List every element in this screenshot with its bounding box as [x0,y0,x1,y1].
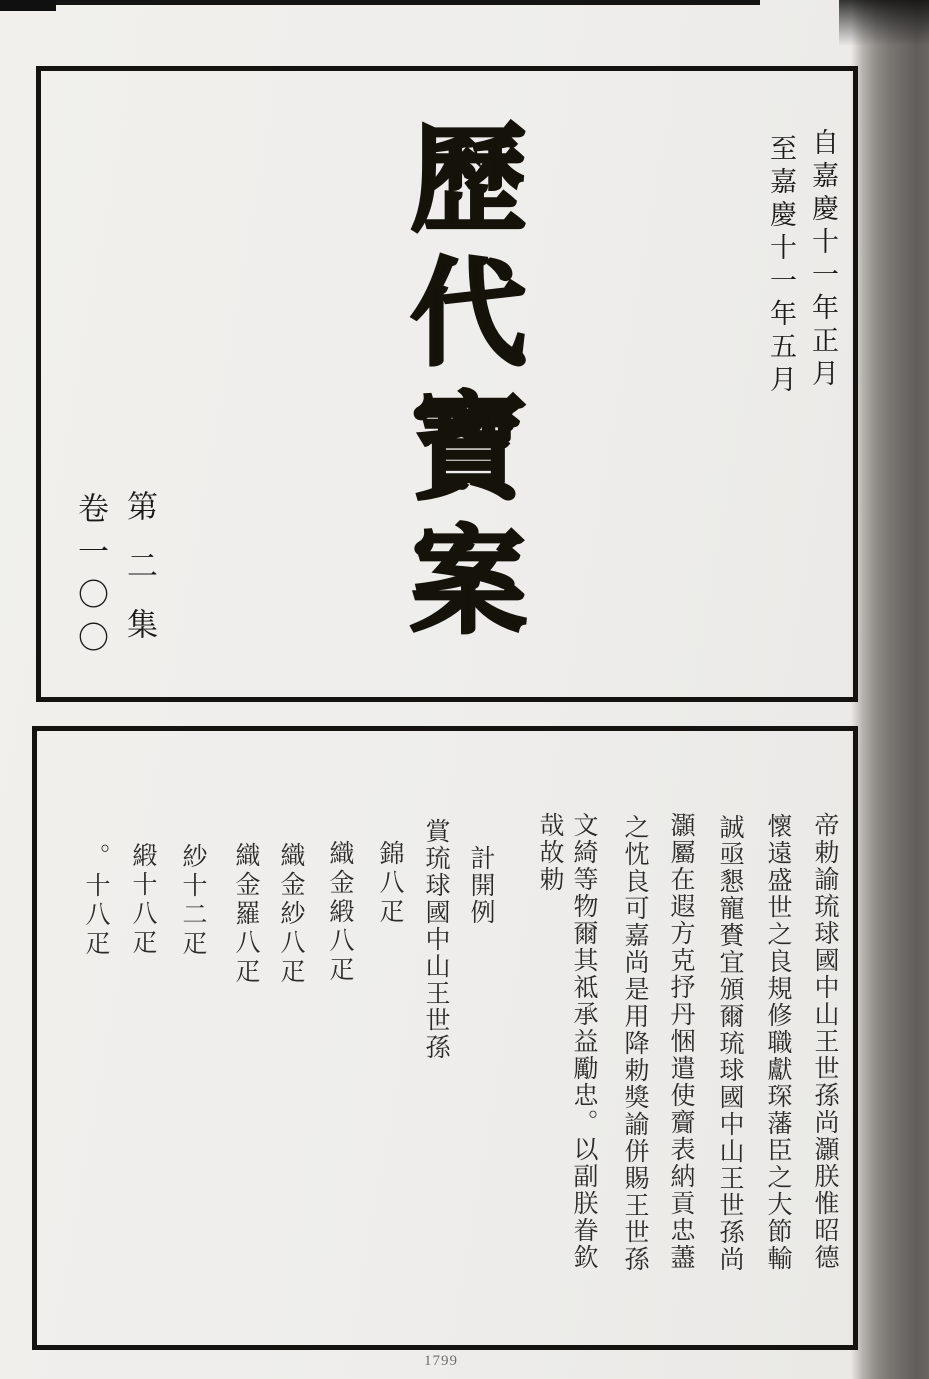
gift-list-item: 。十八疋 [82,843,109,959]
gift-list-item: 紗十二疋 [179,843,206,959]
gift-list-item: 織金紗八疋 [277,842,304,987]
cover-date-range-end: 至嘉慶十一年五月 [766,134,796,398]
gift-list-heading: 計開例 [467,845,494,926]
edict-column: 懷遠盛世之良規修職獻琛藩臣之大節輸 [764,813,791,1272]
edict-column: 文綺等物爾其祗承益勵忠。以副朕眷欽 [570,812,597,1271]
edict-column: 誠亟懇寵賚宜頒爾琉球國中山王世孫尚 [716,814,743,1273]
gutter-top-shadow [839,0,929,46]
edict-column: 之忱良可嘉尚是用降勅獎諭併賜王世孫 [621,814,648,1273]
book-title-calligraphy: 歷代寶案 [393,118,521,654]
series-label: 第二集 [122,490,157,667]
gift-list-recipient: 賞琉球國中山王世孫 [422,818,449,1061]
gift-list-item: 織金羅八疋 [232,842,259,987]
volume-label: 卷一〇〇 [73,492,108,664]
gift-list-item: 織金緞八疋 [326,840,353,985]
edict-column: 帝勅諭琉球國中山王世孫尚灝朕惟昭德 [811,812,838,1271]
gift-list-item: 錦八疋 [376,840,403,927]
edict-closing-column: 哉故勅 [536,812,563,893]
scan-top-edge-artifact [0,0,760,5]
page-number: 1799 [424,1353,458,1369]
gift-list-item: 緞十八疋 [129,842,156,958]
scan-corner-artifact [0,0,56,11]
edict-column: 灝屬在遐方克抒丹悃遣使齎表納貢忠藎 [667,812,694,1271]
book-gutter-shadow [851,0,929,1379]
cover-date-range-start: 自嘉慶十一年正月 [808,128,838,392]
